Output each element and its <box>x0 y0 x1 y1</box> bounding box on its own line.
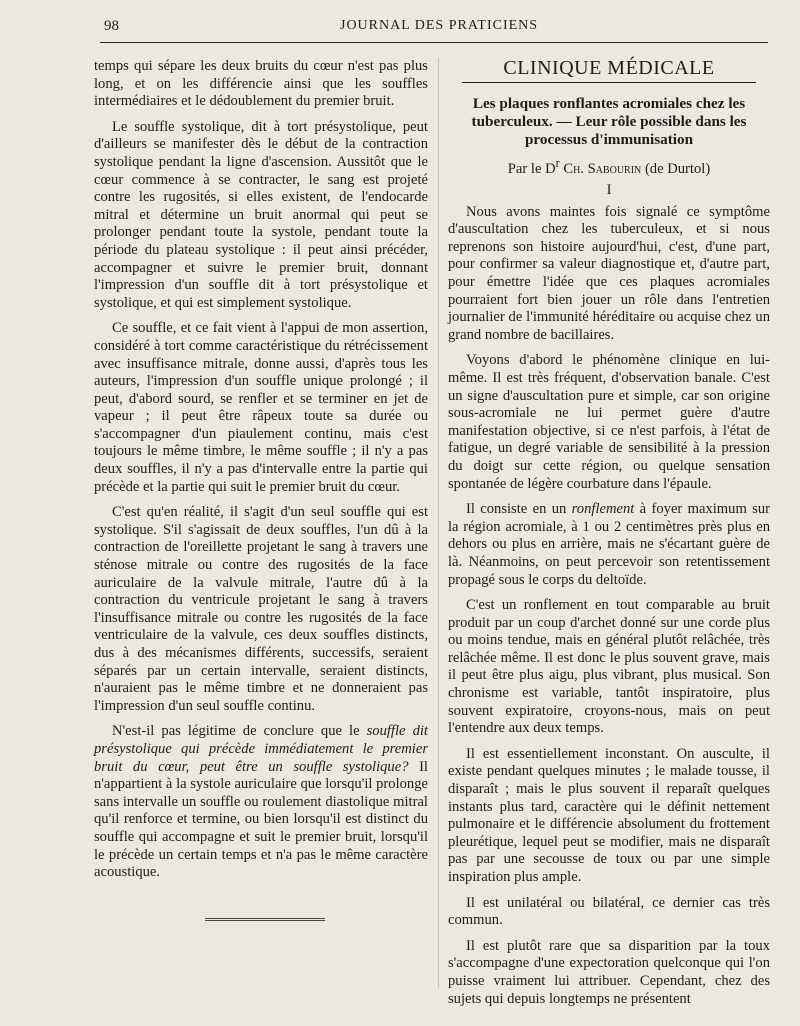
part-number: I <box>606 182 612 199</box>
header-rule <box>100 42 768 43</box>
left-paragraph-5 <box>94 723 428 881</box>
right-paragraph-5: Il est essentiellement inconstant. On ausculte, il existe pendant quelques minutes ; le malade tousse, il disparaît ; mais le plus souvent il reparaît quelques instants plus tard, caractère qui le définit nettement pulmonaire et le différencie absolument du frottement pleurétique, lequel peut se modifier, mais ne disparaît pas par une secousse de toux ou par une simple inspiration plus ample. <box>448 745 770 886</box>
journal-title: JOURNAL DES PRATICIENS <box>340 18 539 33</box>
section-title: CLINIQUE MÉDICALE <box>503 57 715 79</box>
right-paragraph-3-italic: ronflement <box>571 501 635 518</box>
right-paragraph-6: Il est unilatéral ou bilatéral, ce dernier cas très commun. <box>448 894 770 929</box>
right-paragraph-7: Il est plutôt rare que sa disparition par la toux s'accompagne d'une expectoration quelconque qui l'on puisse vraiment lui attribuer. Cependant, chez des sujets qui depuis longtemps ne présentent <box>448 937 770 1007</box>
right-paragraph-4: C'est un ronflement en tout comparable au bruit produit par un coup d'archet donné sur une corde plus ou moins tendue, mais en général plutôt relâchée, très relâchée même. Il est donc le plus souvent grave, mais il peut être plus aigu, plus vibrant, plus musical. Son chronisme est variable, tantôt inspiratoire, plus souvent expiratoire, croyons-nous, mais on peut l'entendre aux deux temps. <box>448 597 770 737</box>
section-rule <box>462 82 756 83</box>
left-paragraph-4: C'est qu'en réalité, il s'agit d'un seul souffle qui est systolique. S'il s'agissait de deux souffles, l'un dû à la contraction de l'oreillette projetant le sang à travers une sténose mitrale ou contre des rugosités de la face auriculaire de la valvule mitrale, l'autre dû à la contraction du ventricule projetant le sang à travers l'insuffisance mitrale ou contre les rugosités de la face ventriculaire de la valvule, ces deux souffles distincts, dus à des mécanismes différents, successifs, seraient séparés par un certain intervalle, seraient distincts, n'auraient pas le même timbre et ne donneraient pas l'impression d'un seul souffle continu. <box>94 504 428 714</box>
right-paragraph-3 <box>448 501 770 589</box>
left-paragraph-5-italic: souffle dit présystolique qui précède immédiatement le premier bruit du cœur, peut être un souffle systolique? <box>94 723 428 775</box>
article-title: Les plaques ronflantes acromiales chez les tuberculeux. — Leur rôle possible dans les processus d'immunisation <box>471 94 747 148</box>
page-header <box>0 0 800 46</box>
byline-sup: r <box>555 155 560 170</box>
byline-prefix: Par le D <box>507 160 556 177</box>
left-paragraph-5-start: N'est-il pas légitime de conclure que le <box>112 723 367 740</box>
left-paragraph-3: Ce souffle, et ce fait vient à l'appui de mon assertion, considéré à tort comme caractéristique du rétrécissement avec insuffisance mitrale, donne aussi, d'après tous les auteurs, l'impression d'un souffle unique prolongé ; il peut, d'abord sourd, se renfler et se terminer en jet de vapeur ; il peut être râpeux toute sa durée ou s'accompagner d'un piaulement continu, mais c'est toujours le même timbre, le même souffle ; il n'y a pas deux souffles, il n'y a pas d'intervalle entre la partie qui précède et la partie qui suit le premier bruit du cœur. <box>94 320 428 495</box>
left-column <box>94 58 428 890</box>
author-name: Ch. Sabourin <box>563 160 642 177</box>
left-paragraph-1: temps qui sépare les deux bruits du cœur n'est pas plus long, et on les différencie ainsi que les souffles intermédiaires et le dédoublement du premier bruit. <box>94 58 428 110</box>
left-paragraph-2: Le souffle systolique, dit à tort présystolique, peut d'ailleurs se manifester dès le début de la contraction systolique pendant la ligne d'ascension. Aussitôt que le cœur commence à se contracter, le sang est projeté contre les rugosités, si elles existent, de l'endocarde mitral et détermine un bruit anormal qui peut se prolonger pendant toute la systole, pendant toute la période du plateau systolique : il peut ainsi précéder, accompagner et suivre le premier bruit, donnant l'impression d'un souffle dit à tort présystolique et systolique, et qui est simplement systolique. <box>94 118 428 311</box>
end-ornament-rule <box>205 918 325 921</box>
byline-suffix: (de Durtol) <box>644 160 711 177</box>
column-divider <box>438 58 439 988</box>
page-number: 98 <box>104 18 119 34</box>
left-paragraph-5-end: Il n'appartient à la systole auriculaire que lorsqu'il prolonge sans intervalle un souffle ou roulement diastolique mitral qu'il renforce et termine, ou bien lorsqu'il est distinct du souffle qui accompagne et suit le premier bruit, lorsqu'il le précède un certain temps et n'a pas le même caractère acoustique. <box>94 758 428 881</box>
right-column <box>448 58 770 1016</box>
right-paragraph-1: Nous avons maintes fois signalé ce symptôme d'auscultation chez les tuberculeux, et si nous reprenons son histoire aujourd'hui, c'est, d'une part, pour confirmer sa valeur diagnostique et, d'autre part, pour émettre l'idée que ces plaques acromiales pourraient fort bien jouer un rôle dans l'entretien journalier de l'immunité héréditaire ou acquise chez un grand nombre de bacillaires. <box>448 203 770 343</box>
byline <box>448 155 770 178</box>
right-paragraph-3-end: à foyer maximum sur la région acromiale, à 1 ou 2 centimètres près plus en dehors ou plus en arrière, mais ne s'écartant guère de là. Néanmoins, on peut percevoir son retentissement propagé sous le corps du deltoïde. <box>448 501 770 588</box>
right-paragraph-3-start: Il consiste en un <box>466 501 572 518</box>
right-paragraph-2: Voyons d'abord le phénomène clinique en lui-même. Il est très fréquent, d'observation banale. C'est un signe d'auscultation pure et simple, car son origine sous-acromiale ne lui permet guère d'autre manifestation objective, si ce n'est parfois, à l'état de fatigue, un degré variable de sensibilité à la pression du doigt sur cette région, ou quelque sensation spontanée de légère courbature dans l'épaule. <box>448 352 770 492</box>
